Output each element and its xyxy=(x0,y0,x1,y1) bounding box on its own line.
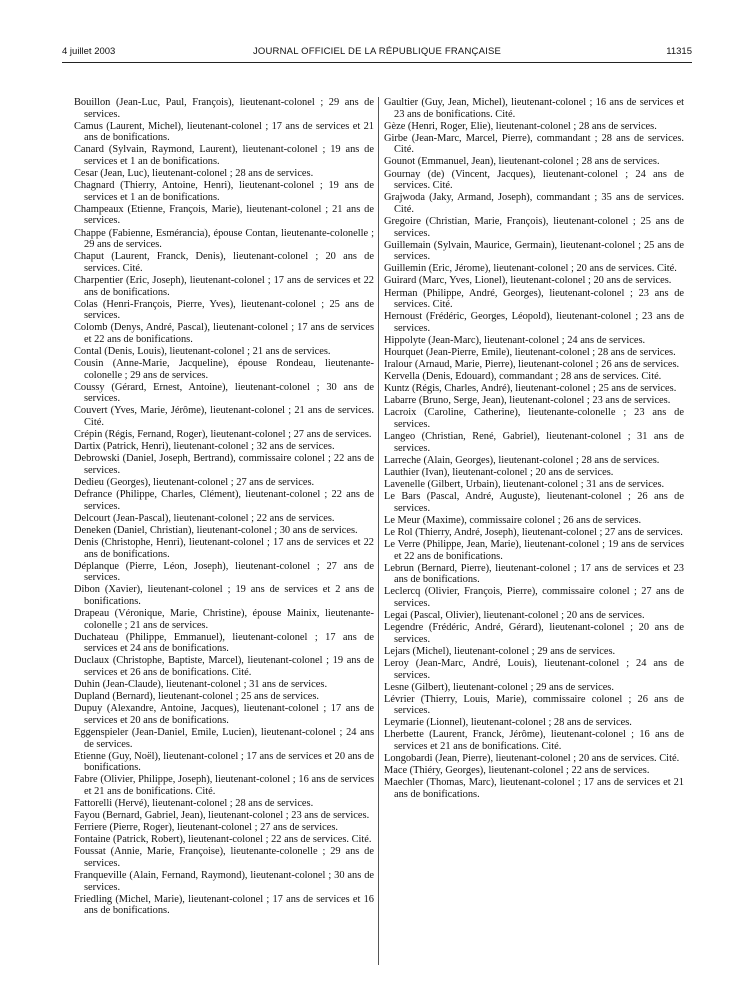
list-entry: Debrowski (Daniel, Joseph, Bertrand), commissaire colonel ; 22 ans de services. xyxy=(74,453,374,476)
list-entry: Gèze (Henri, Roger, Elie), lieutenant-colonel ; 28 ans de services. xyxy=(384,120,657,132)
list-entry: Fontaine (Patrick, Robert), lieutenant-colonel ; 22 ans de services. Cité. xyxy=(74,834,372,846)
list-entry: Colomb (Denys, André, Pascal), lieutenant-colonel ; 17 ans de services et 22 ans de bonifications. xyxy=(74,322,374,345)
list-entry: Iralour (Arnaud, Marie, Pierre), lieutenant-colonel ; 26 ans de services. xyxy=(384,359,680,371)
list-entry: Chaput (Laurent, Franck, Denis), lieutenant-colonel ; 20 ans de services. Cité. xyxy=(74,251,374,274)
list-entry: Ferriere (Pierre, Roger), lieutenant-colonel ; 27 ans de services. xyxy=(74,822,338,834)
list-entry: Duhin (Jean-Claude), lieutenant-colonel ; 31 ans de services. xyxy=(74,679,328,691)
list-entry: Chagnard (Thierry, Antoine, Henri), lieutenant-colonel ; 19 ans de services et 1 an de bonifications. xyxy=(74,180,374,203)
list-entry: Coussy (Gérard, Ernest, Antoine), lieutenant-colonel ; 30 ans de services. xyxy=(74,381,374,405)
list-entry: Canard (Sylvain, Raymond, Laurent), lieutenant-colonel ; 19 ans de services et 1 an de bonifications. xyxy=(74,144,374,167)
list-entry: Champeaux (Etienne, François, Marie), lieutenant-colonel ; 21 ans de services. xyxy=(74,203,374,227)
list-entry: Guillemin (Eric, Jérome), lieutenant-colonel ; 20 ans de services. Cité. xyxy=(384,263,677,275)
list-entry: Lherbette (Laurent, Franck, Jérôme), lieutenant-colonel ; 16 ans de services et 21 ans de bonifications. Cité. xyxy=(384,729,684,753)
list-entry: Gounot (Emmanuel, Jean), lieutenant-colonel ; 28 ans de services. xyxy=(384,156,660,168)
list-entry: Guirard (Marc, Yves, Lionel), lieutenant-colonel ; 20 ans de services. xyxy=(384,275,672,287)
list-entry: Le Rol (Thierry, André, Joseph), lieutenant-colonel ; 27 ans de services. xyxy=(384,526,683,538)
list-entry: Fattorelli (Hervé), lieutenant-colonel ; 28 ans de services. xyxy=(74,798,314,810)
list-entry: Maechler (Thomas, Marc), lieutenant-colonel ; 17 ans de services et 21 ans de bonifications. xyxy=(384,777,684,800)
list-entry: Defrance (Philippe, Charles, Clément), lieutenant-colonel ; 22 ans de services. xyxy=(74,489,374,512)
list-entry: Deneken (Daniel, Christian), lieutenant-colonel ; 30 ans de services. xyxy=(74,524,358,536)
list-entry: Friedling (Michel, Marie), lieutenant-colonel ; 17 ans de services et 16 ans de bonifications. xyxy=(74,893,374,917)
list-entry: Couvert (Yves, Marie, Jérôme), lieutenant-colonel ; 21 ans de services. Cité. xyxy=(74,405,374,429)
list-entry: Le Verre (Philippe, Jean, Marie), lieutenant-colonel ; 19 ans de services et 22 ans de bonifications. xyxy=(384,538,684,562)
right-column xyxy=(384,97,684,801)
list-entry: Foussat (Annie, Marie, Françoise), lieutenante-colonelle ; 29 ans de services. xyxy=(74,846,374,869)
list-entry: Le Meur (Maxime), commissaire colonel ; 26 ans de services. xyxy=(384,514,642,526)
list-entry: Lacroix (Caroline, Catherine), lieutenante-colonelle ; 23 ans de services. xyxy=(384,407,684,431)
list-entry: Cousin (Anne-Marie, Jacqueline), épouse Rondeau, lieutenante-colonelle ; 29 ans de services. xyxy=(74,358,374,381)
list-entry: Lauthier (Ivan), lieutenant-colonel ; 20 ans de services. xyxy=(384,466,614,478)
list-entry: Bouillon (Jean-Luc, Paul, François), lieutenant-colonel ; 29 ans de services. xyxy=(74,97,374,120)
list-entry: Labarre (Bruno, Serge, Jean), lieutenant-colonel ; 23 ans de services. xyxy=(384,395,671,407)
list-entry: Larreche (Alain, Georges), lieutenant-colonel ; 28 ans de services. xyxy=(384,454,660,466)
list-entry: Cesar (Jean, Luc), lieutenant-colonel ; 28 ans de services. xyxy=(74,168,314,180)
header-rule xyxy=(62,62,692,63)
list-entry: Etienne (Guy, Noël), lieutenant-colonel ; 17 ans de services et 20 ans de bonifications. xyxy=(74,750,374,774)
left-column xyxy=(74,97,374,917)
list-entry: Fabre (Olivier, Philippe, Joseph), lieutenant-colonel ; 16 ans de services et 21 ans de bonifications. Cité. xyxy=(74,774,374,797)
list-entry: Eggenspieler (Jean-Daniel, Emile, Lucien), lieutenant-colonel ; 24 ans de services. xyxy=(74,726,374,750)
list-entry: Gaultier (Guy, Jean, Michel), lieutenant-colonel ; 16 ans de services et 23 ans de bonifications. Cité. xyxy=(384,97,684,120)
list-entry: Leroy (Jean-Marc, André, Louis), lieutenant-colonel ; 24 ans de services. xyxy=(384,657,684,681)
list-entry: Franqueville (Alain, Fernand, Raymond), lieutenant-colonel ; 30 ans de services. xyxy=(74,870,374,893)
page-header xyxy=(62,46,692,62)
list-entry: Grajwoda (Jaky, Armand, Joseph), commandant ; 35 ans de services. Cité. xyxy=(384,192,684,215)
list-entry: Delcourt (Jean-Pascal), lieutenant-colonel ; 22 ans de services. xyxy=(74,512,335,524)
publication-date: 4 juillet 2003 xyxy=(62,46,116,57)
list-entry: Crépin (Régis, Fernand, Roger), lieutenant-colonel ; 27 ans de services. xyxy=(74,429,372,441)
list-entry: Colas (Henri-François, Pierre, Yves), lieutenant-colonel ; 25 ans de services. xyxy=(74,298,374,322)
list-entry: Girbe (Jean-Marc, Marcel, Pierre), commandant ; 28 ans de services. Cité. xyxy=(384,132,684,156)
list-entry: Kuntz (Régis, Charles, André), lieutenant-colonel ; 25 ans de services. xyxy=(384,383,677,395)
list-entry: Legai (Pascal, Olivier), lieutenant-colonel ; 20 ans de services. xyxy=(384,610,645,622)
list-entry: Hernoust (Frédéric, Georges, Léopold), lieutenant-colonel ; 23 ans de services. xyxy=(384,311,684,334)
list-entry: Leclercq (Olivier, François, Pierre), commissaire colonel ; 27 ans de services. xyxy=(384,586,684,609)
list-entry: Mace (Thiéry, Georges), lieutenant-colonel ; 22 ans de services. xyxy=(384,765,650,777)
list-entry: Guillemain (Sylvain, Maurice, Germain), lieutenant-colonel ; 25 ans de services. xyxy=(384,239,684,263)
list-entry: Kervella (Denis, Edouard), commandant ; 28 ans de services. Cité. xyxy=(384,371,662,383)
list-entry: Lebrun (Bernard, Pierre), lieutenant-colonel ; 17 ans de services et 23 ans de bonifications. xyxy=(384,562,684,586)
list-entry: Legendre (Frédéric, André, Gérard), lieutenant-colonel ; 20 ans de services. xyxy=(384,622,684,645)
list-entry: Camus (Laurent, Michel), lieutenant-colonel ; 17 ans de services et 21 ans de bonifications. xyxy=(74,120,374,144)
list-entry: Herman (Philippe, André, Georges), lieutenant-colonel ; 23 ans de services. Cité. xyxy=(384,287,684,311)
list-entry: Déplanque (Pierre, Léon, Joseph), lieutenant-colonel ; 27 ans de services. xyxy=(74,560,374,584)
list-entry: Contal (Denis, Louis), lieutenant-colonel ; 21 ans de services. xyxy=(74,345,331,357)
list-entry: Lesne (Gilbert), lieutenant-colonel ; 29 ans de services. xyxy=(384,681,614,693)
list-entry: Longobardi (Jean, Pierre), lieutenant-colonel ; 20 ans de services. Cité. xyxy=(384,753,680,765)
list-entry: Leymarie (Lionnel), lieutenant-colonel ; 28 ans de services. xyxy=(384,717,632,729)
list-entry: Denis (Christophe, Henri), lieutenant-colonel ; 17 ans de services et 22 ans de bonifications. xyxy=(74,536,374,560)
list-entry: Hippolyte (Jean-Marc), lieutenant-colonel ; 24 ans de services. xyxy=(384,334,646,346)
journal-title: JOURNAL OFFICIEL DE LA RÉPUBLIQUE FRANÇAISE xyxy=(252,46,502,57)
list-entry: Hourquet (Jean-Pierre, Emile), lieutenant-colonel ; 28 ans de services. xyxy=(384,346,676,358)
list-entry: Dupland (Bernard), lieutenant-colonel ; 25 ans de services. xyxy=(74,691,319,703)
list-entry: Le Bars (Pascal, André, Auguste), lieutenant-colonel ; 26 ans de services. xyxy=(384,491,684,514)
list-entry: Dupuy (Alexandre, Antoine, Jacques), lieutenant-colonel ; 17 ans de services et 20 ans de bonifications. xyxy=(74,703,374,726)
list-entry: Lévrier (Thierry, Louis, Marie), commissaire colonel ; 26 ans de services. xyxy=(384,693,684,717)
list-entry: Chappe (Fabienne, Esmérancia), épouse Contan, lieutenante-colonelle ; 29 ans de services. xyxy=(74,227,374,251)
list-entry: Charpentier (Eric, Joseph), lieutenant-colonel ; 17 ans de services et 22 ans de bonifications. xyxy=(74,274,374,298)
list-entry: Drapeau (Véronique, Marie, Christine), épouse Mainix, lieutenante-colonelle ; 21 ans de services. xyxy=(74,608,374,631)
list-entry: Dibon (Xavier), lieutenant-colonel ; 19 ans de services et 2 ans de bonifications. xyxy=(74,584,374,607)
list-entry: Dartix (Patrick, Henri), lieutenant-colonel ; 32 ans de services. xyxy=(74,441,335,453)
list-entry: Duchateau (Philippe, Emmanuel), lieutenant-colonel ; 17 ans de services et 24 ans de bonifications. xyxy=(74,631,374,655)
list-entry: Dedieu (Georges), lieutenant-colonel ; 27 ans de services. xyxy=(74,477,315,488)
list-entry: Gregoire (Christian, Marie, François), lieutenant-colonel ; 25 ans de services. xyxy=(384,215,684,239)
list-entry: Gournay (de) (Vincent, Jacques), lieutenant-colonel ; 24 ans de services. Cité. xyxy=(384,168,684,192)
list-entry: Langeo (Christian, René, Gabriel), lieutenant-colonel ; 31 ans de services. xyxy=(384,431,684,454)
list-entry: Duclaux (Christophe, Baptiste, Marcel), lieutenant-colonel ; 19 ans de services et 26 ans de bonifications. Cité. xyxy=(74,655,374,678)
column-divider xyxy=(378,97,379,965)
list-entry: Lavenelle (Gilbert, Urbain), lieutenant-colonel ; 31 ans de services. xyxy=(384,479,665,490)
page-number: 11315 xyxy=(666,46,692,57)
list-entry: Lejars (Michel), lieutenant-colonel ; 29 ans de services. xyxy=(384,645,616,657)
list-entry: Fayou (Bernard, Gabriel, Jean), lieutenant-colonel ; 23 ans de services. xyxy=(74,810,370,822)
